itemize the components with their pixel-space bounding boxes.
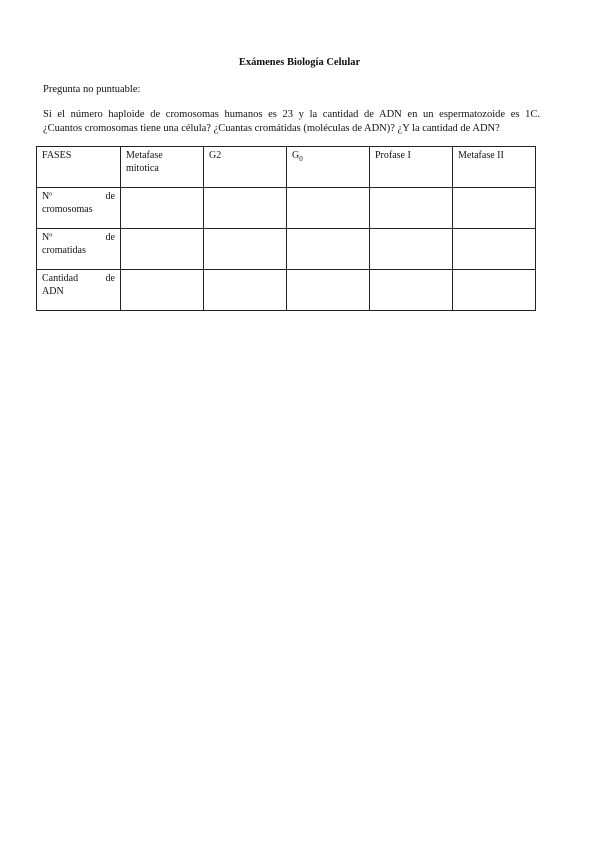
header-fases-label: FASES [42, 150, 72, 161]
table-header-row [37, 147, 536, 188]
header-mitotica-label: mitotica [126, 163, 159, 174]
row-header-cantidad-adn [37, 270, 121, 311]
table-cell[interactable] [453, 188, 536, 229]
document-title: Exámenes Biología Celular [238, 57, 361, 68]
table-cell[interactable] [453, 270, 536, 311]
row-header-cromatidas [37, 229, 121, 270]
row-label-part: ADN [42, 286, 64, 297]
header-g2-label: G2 [209, 150, 222, 161]
row-label-part: Nº [42, 191, 53, 202]
table-row [37, 188, 536, 229]
header-g0-subscript: 0 [299, 155, 303, 163]
question-subtitle: Pregunta no puntuable: [43, 84, 141, 95]
table-cell[interactable] [204, 229, 287, 270]
question-text [43, 108, 540, 136]
phases-table [36, 146, 536, 311]
header-g0-label: G [292, 150, 300, 161]
table-cell[interactable] [121, 229, 204, 270]
header-profase-i [370, 147, 453, 188]
table-cell[interactable] [204, 188, 287, 229]
question-line-2: ¿Cuantos cromosomas tiene una célula? ¿Cuantas cromátidas (moléculas de ADN)? ¿Y la cantidad de ADN? [43, 123, 500, 134]
row-label-part: cromosomas [42, 204, 93, 215]
table-cell[interactable] [204, 270, 287, 311]
header-profase-i-label: Profase I [375, 150, 411, 161]
table-cell[interactable] [121, 188, 204, 229]
header-metafase-label: Metafase [126, 150, 163, 161]
table-cell[interactable] [453, 229, 536, 270]
question-line-1: Si el número haploide de cromosomas humanos es 23 y la cantidad de ADN en un espermatozoide es 1C. [43, 109, 540, 120]
row-label-part: cromatidas [42, 245, 86, 256]
table-cell[interactable] [287, 229, 370, 270]
table-cell[interactable] [370, 188, 453, 229]
table-row [37, 270, 536, 311]
row-label-part: de [105, 232, 115, 243]
header-metafase-ii-label: Metafase II [458, 150, 504, 161]
row-label-part: de [105, 191, 115, 202]
row-label-part: Nº [42, 232, 53, 243]
header-metafase-mitotica [121, 147, 204, 188]
header-g0 [287, 147, 370, 188]
table-cell[interactable] [370, 229, 453, 270]
row-header-cromosomas [37, 188, 121, 229]
table-row [37, 229, 536, 270]
row-label-part: Cantidad [42, 273, 79, 284]
row-label-part: de [105, 273, 115, 284]
table-cell[interactable] [370, 270, 453, 311]
table-cell[interactable] [121, 270, 204, 311]
header-g2 [204, 147, 287, 188]
header-fases [37, 147, 121, 188]
header-metafase-ii [453, 147, 536, 188]
table-cell[interactable] [287, 270, 370, 311]
table-cell[interactable] [287, 188, 370, 229]
